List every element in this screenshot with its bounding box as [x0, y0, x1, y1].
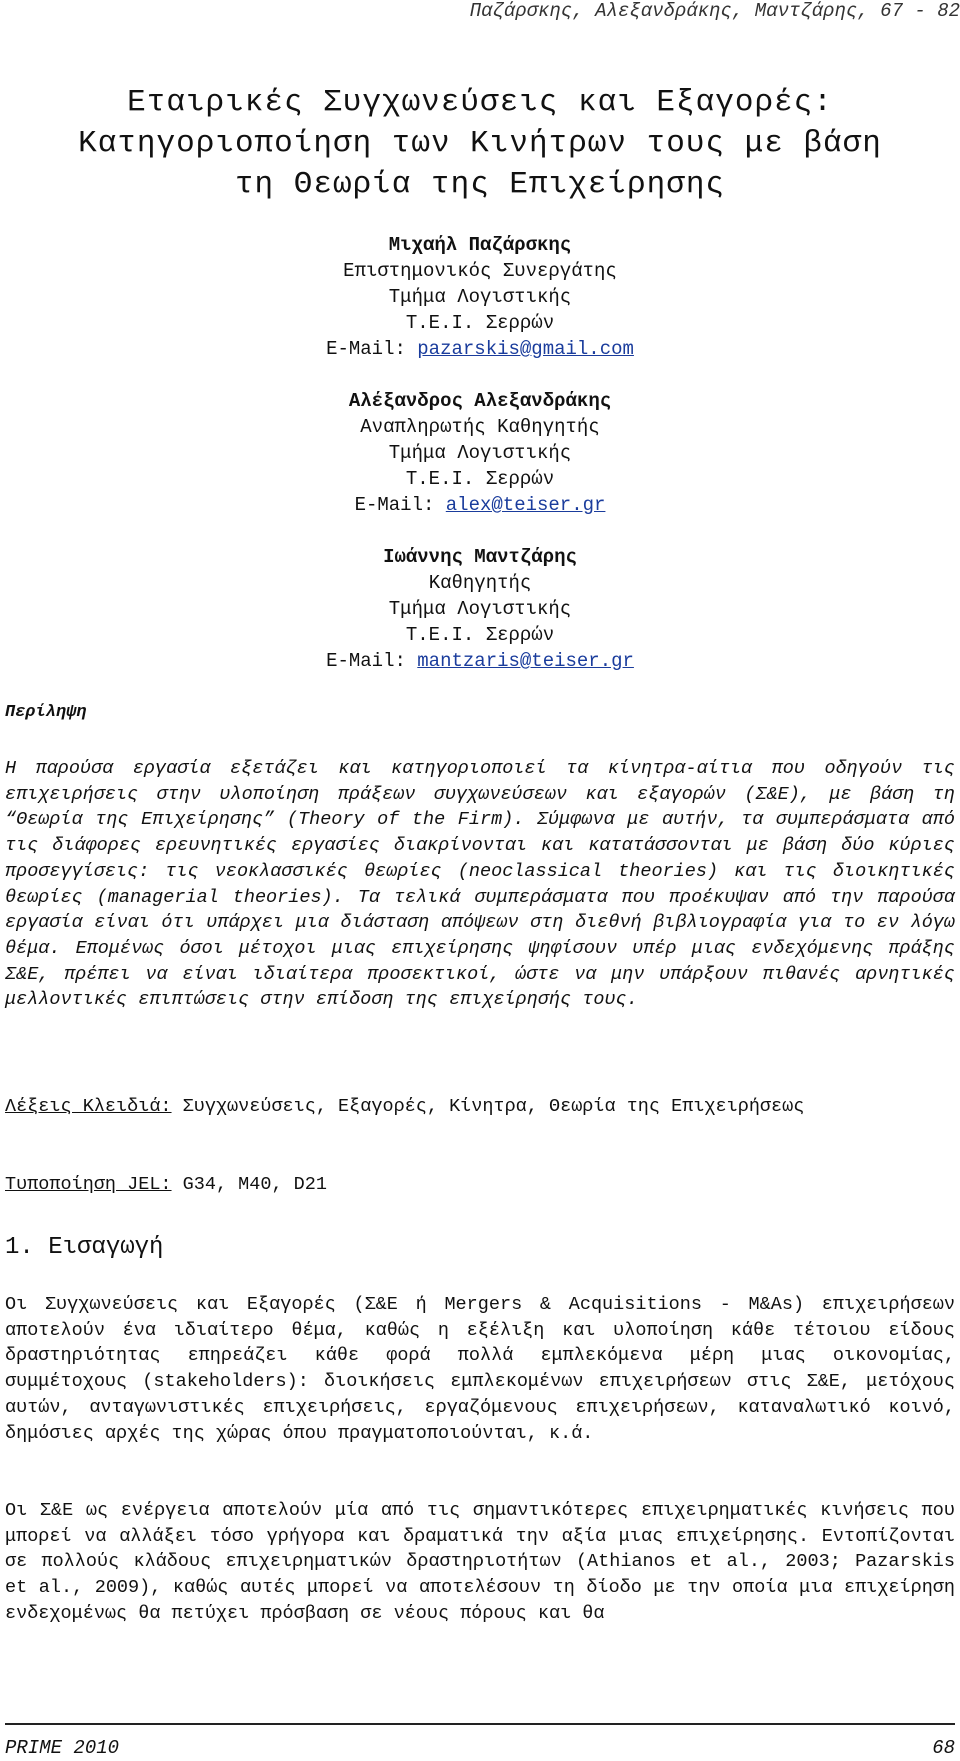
email-label: E-Mail: [326, 338, 418, 360]
author-block [0, 544, 960, 674]
author-list [0, 232, 960, 700]
footer-divider [5, 1723, 955, 1725]
author-department: Τμήμα Λογιστικής [388, 598, 572, 620]
author-email-line [0, 336, 960, 362]
keywords-line [5, 1094, 955, 1120]
title-line: Κατηγοριοποίηση των Κινήτρων τους με βάση [78, 126, 882, 161]
author-block [0, 388, 960, 518]
author-institution: Τ.Ε.Ι. Σερρών [405, 312, 555, 334]
author-position: Αναπληρωτής Καθηγητής [360, 416, 600, 438]
author-department: Τμήμα Λογιστικής [388, 286, 572, 308]
author-position: Επιστημονικός Συνεργάτης [343, 260, 617, 282]
title-line: τη Θεωρία της Επιχείρησης [234, 167, 726, 202]
author-name: Αλέξανδρος Αλεξανδράκης [348, 390, 612, 412]
section-heading: 1. Εισαγωγή [5, 1234, 164, 1261]
keywords-text: Συγχωνεύσεις, Εξαγορές, Κίνητρα, Θεωρία της Επιχειρήσεως [171, 1096, 805, 1117]
author-name: Ιωάννης Μαντζάρης [383, 546, 577, 568]
jel-codes: G34, M40, D21 [171, 1174, 327, 1195]
body-paragraph: Οι Σ&Ε ως ενέργεια αποτελούν μία από τις σημαντικότερες επιχειρηματικές κινήσεις που μπορεί να αλλάξει τόσο γρήγορα και δραματικά την αξία μιας επιχείρησης. Εντοπίζονται σε πολλούς κλάδους επιχειρηματικών δραστηριοτήτων (Athianos et al., 2003; Pazarskis et al., 2009), καθώς αυτές μπορεί να αποτελέσουν τη δίοδο με την οποία μια επιχείρηση ενδεχομένως θα πετύχει πρόσβαση σε νέους πόρους και θα [5, 1500, 955, 1624]
author-department: Τμήμα Λογιστικής [388, 442, 572, 464]
keywords-label: Λέξεις Κλειδιά: [5, 1096, 172, 1117]
author-email-line [0, 492, 960, 518]
author-position: Καθηγητής [428, 572, 532, 594]
abstract-text: Η παρούσα εργασία εξετάζει και κατηγοριοποιεί τα κίνητρα-αίτια που οδηγούν τις επιχειρήσεις στην υλοποίηση πράξεων συγχωνεύσεων και εξαγορών (Σ&Ε), με βάση τη “Θεωρία της Επιχείρησης” (Theory of the Firm). Σύμφωνα με αυτήν, τα συμπεράσματα από τις διάφορες ερευνητικές εργασίες διακρίνονται και κατατάσσονται με βάση δύο κύριες προσεγγίσεις: τις νεοκλασσικές θεωρίες (neoclassical theories) και τις διοικητικές θεωρίες (managerial theories). Τα τελικά συμπεράσματα που προέκυψαν από την παρούσα εργασία είναι ότι υπάρχει μια διάσταση απόψεων στη διεθνή βιβλιογραφία για το εν λόγω θέμα. Επομένως όσοι μέτοχοι μιας επιχείρησης ψηφίσουν υπέρ μιας ενδεχόμενης πράξης Σ&Ε, πρέπει να είναι ιδιαίτερα προσεκτικοί, ώστε να μην υπάρξουν πιθανές αρνητικές μελλοντικές επιπτώσεις στην επίδοση της επιχείρησής τους. [5, 758, 955, 1011]
abstract-heading: Περίληψη [5, 703, 87, 722]
email-link[interactable]: alex@teiser.gr [445, 494, 606, 516]
jel-label: Τυποποίηση JEL: [5, 1174, 172, 1195]
author-institution: Τ.Ε.Ι. Σερρών [405, 468, 555, 490]
author-block [0, 232, 960, 362]
email-link[interactable]: pazarskis@gmail.com [417, 338, 634, 360]
title-line: Εταιρικές Συγχωνεύσεις και Εξαγορές: [127, 85, 833, 120]
footer-journal: PRIME 2010 [5, 1737, 120, 1759]
author-institution: Τ.Ε.Ι. Σερρών [405, 624, 555, 646]
email-label: E-Mail: [326, 650, 418, 672]
email-label: E-Mail: [354, 494, 446, 516]
paper-title [0, 82, 960, 205]
body-paragraph: Οι Συγχωνεύσεις και Εξαγορές (Σ&Ε ή Mergers & Acquisitions - M&As) επιχειρήσεων αποτελούν ένα ιδιαίτερο θέμα, καθώς η εξέλιξη και υλοποίηση κάθε τέτοιου είδους δραστηριότητας επηρεάζει κάθε φορά πολλά εμπλεκόμενα μέρη μιας οικονομίας, συμμέτοχους (stakeholders): διοικήσεις εμπλεκομένων επιχειρήσεων στις Σ&Ε, μετόχους αυτών, ανταγωνιστικές επιχειρήσεις, εργαζόμενους επιχειρήσεων, καταναλωτικό κοινό, δημόσιες αρχές της χώρας όπου πραγματοποιούνται, κ.ά. [5, 1294, 955, 1444]
email-link[interactable]: mantzaris@teiser.gr [417, 650, 634, 672]
author-name: Μιχαήλ Παζάρσκης [388, 234, 572, 256]
author-email-line [0, 648, 960, 674]
jel-line [5, 1172, 955, 1198]
page-number: 68 [932, 1737, 955, 1759]
running-head: Παζάρσκης, Αλεξανδράκης, Μαντζάρης, 67 - 82 [469, 0, 960, 22]
